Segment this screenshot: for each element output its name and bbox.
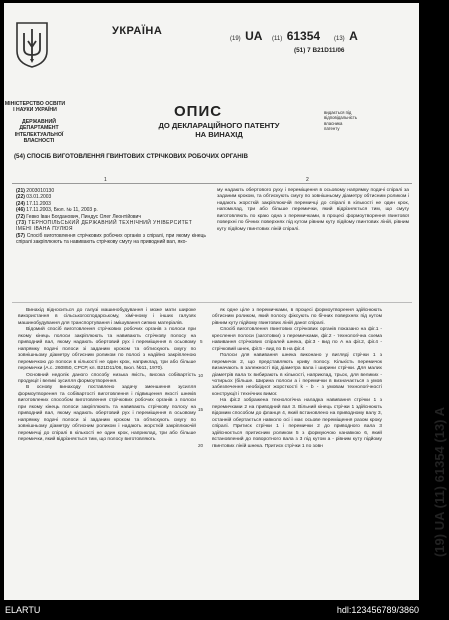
- paragraph: В основу винаходу поставлено задачу зменшення зусилля формоутворення та собівартості виготовлення і підвищення якості шнеків виготовлених способом виготовлення стрічкових робочих органів з полоси при якому кінець полоси закріплюють та навивають стрічкову полосу на приводний вал, якому надають обертовий рух і переміщення в осьовому напрямку подачі полоси зі заданим кроком та обтискують смугу по зовнішньому діаметру обтисним роликом і надають жорсткій закріплюючій перемичці до спіралі в кількості не один крок, наприклад, три або більше перемички, який відрізняється тим, що полосу виготовляють: [18, 385, 196, 443]
- biblio-row: (72) Гевко Іван Богданович, Пиндус Олег Леонтійович: [16, 213, 141, 220]
- trident-emblem-icon: [14, 21, 50, 69]
- biblio-row: (73) ТЕРНОПІЛЬСЬКИЙ ДЕРЖАВНИЙ ТЕХНІЧНИЙ УНІВЕРСИТЕТ ІМЕНІ ІВАНА ПУЛЮЯ: [16, 220, 193, 233]
- claim-continuation: му надають обертового руху і переміщення в осьовому напрямку подачі спіралі за заданим кроком, та обтискують смугу по зовнішньому діаметру обтисним роликом і надають жорсткій закріплюючій перемичці до спіралі в кількості не один крок, напомклад, три або більше перемички, який відрізняється тим, що смугу виготовляють по краю одна з перемичками, в процесі формоутворення гвинтової поверхні по бічних поверхнях під кутом рівним куту підйому гвинтових ліній, рівним куту підйому гвинтових ліній спіралі.: [217, 188, 409, 232]
- biblio-row: (22) 03.01.2003: [16, 194, 52, 201]
- paragraph: Основний недолік даного способу низька якість, висока собівартість продукції і великі зусилля формоутворення.: [18, 372, 196, 384]
- line-number: 20: [198, 443, 204, 448]
- paragraph: Винахід відноситься до галузі машинобудування і може мати широке використання в сільськогосподарському, хімічному і інших галузях машинобудування для транспортування і змішування сипких матеріалів.: [18, 308, 196, 326]
- publication-note: видається під відповідальність власника патенту: [324, 110, 358, 131]
- paragraph: Полоси для навивання шнека виконано у вигляді стрічки 1 з перемичок 2, що представляють криву полосу. Кількість перемичок визначають в залежності від діаметра вала і ширини стрічки. Для малих діаметрів вала їх вибирають в кількості, наприклад, трьох, для великих - чотирьох (більше. Ширина полоси а і перемички в визначається з умов забезпечення необхідної жорсткості k - b - з умовам технологічності конструкції і технічних вимог.: [212, 353, 382, 397]
- line-number: 10: [198, 373, 204, 378]
- vertical-patent-number: (19) UA (11) 61354 (13) A: [432, 406, 448, 558]
- column-number-1: 1: [104, 177, 107, 183]
- code-13: (13) A: [334, 29, 358, 43]
- biblio-row: (24) 17.11.2003: [16, 200, 51, 207]
- biblio-row: (46) 17.11.2003, Бюл. № 11, 2003 р.: [16, 207, 98, 214]
- document-subtitle: ДО ДЕКЛАРАЦІЙНОГО ПАТЕНТУ НА ВИНАХІД: [158, 121, 280, 139]
- code-19: (19) UA: [230, 29, 263, 43]
- department-name: ДЕРЖАВНИЙ ДЕПАРТАМЕНТ ІНТЕЛЕКТУАЛЬНОЇ ВЛАСНОСТІ: [14, 119, 64, 144]
- line-number: 15: [198, 407, 204, 412]
- country-name: УКРАЇНА: [112, 25, 163, 37]
- biblio-row: (21) 2003010130: [16, 188, 55, 194]
- paragraph: На фіг.2 зображена технологічна наладка навивання стрічки 1 з перемичками 2 на приводний вал 3. Вільний кінець стрічки 1 здійснюють відомим способом до фланця 4, який встановлено на приводному валу 3, останній обертається навколо осі і має осьове переміщення разом кроку спіралі. Притиск стрічки 1 і перемички 2 до приводного вала 3 здійснюється притисним роликом 5 з формуючою канавкою 6, який встановлений до поворотного вала з 3 під кутом а - рівним куту підйому гвинтових ліній шнека. Притиск стрічки 1 по зовн: [212, 398, 382, 449]
- repository-name: ELARTU: [5, 605, 41, 615]
- document-title: ОПИС: [174, 103, 223, 120]
- paragraph: Відомий спосіб виготовлення стрічкових робочих органів з полоси при якому кінець полоси закріплюють та навивають стрічкову полосу на приводний вал, якому надають обертовий рух і переміщення в осьовому напрямку подачі полоси зі заданим кроком та обтискують смугу по зовнішньому діаметру обтисним роликом по полосі з надійно закріпленою перемичкою до полоси в кількості не один крок, наприклад, три або більше перемички (А.с. 260850, СРСР, кл. В21D11/06, Бюл. №11, 1970).: [18, 327, 196, 372]
- header-rule: [12, 183, 412, 184]
- paragraph: Спосіб виготовлення гвинтових стрічкових органів показано на фіг.1 - креслення полоси (заготовки) з перемичками, фіг.2 - технологічна схема навивання стрічкових спіралей шнека, фіг.3 - вид по А на фіг.2, фіг.4 - стрічковий шнек, фіг.5 - вид по Б на фіг.4: [212, 327, 382, 352]
- line-number: 5: [200, 339, 203, 344]
- code-51: (51) 7 B21D11/06: [294, 47, 345, 54]
- biblio-row: (57) Спосіб виготовлення стрічкових робочих органів з спіралі, при якому кінець спіралі закріплюють та навивають стрічкову смугу на приводний вал, яко-: [16, 232, 207, 246]
- column-number-2: 2: [306, 177, 309, 183]
- bibliographic-data: [16, 188, 206, 246]
- invention-title: (54) СПОСІБ ВИГОТОВЛЕННЯ ГВИНТОВИХ СТРІЧКОВИХ РОБОЧИХ ОРГАНІВ: [14, 153, 248, 160]
- code-11: (11) 61354: [272, 29, 321, 43]
- section-divider: [12, 302, 412, 303]
- handle-id: hdl:123456789/3860: [336, 605, 419, 615]
- ministry-name: МІНІСТЕРСТВО ОСВІТИ І НАУКИ УКРАЇНИ: [4, 101, 66, 114]
- patent-page: [4, 3, 448, 600]
- description-column-2: [212, 308, 382, 450]
- paragraph: як одне ціле з перемичками, в процесі формоутворення здійснюють обтисним роликом, який полосу фіксують по бічних поверхнях під кутом рівним куту підйому гвинтових ліній даної спіралі.: [212, 308, 382, 326]
- description-column-1: [18, 308, 196, 444]
